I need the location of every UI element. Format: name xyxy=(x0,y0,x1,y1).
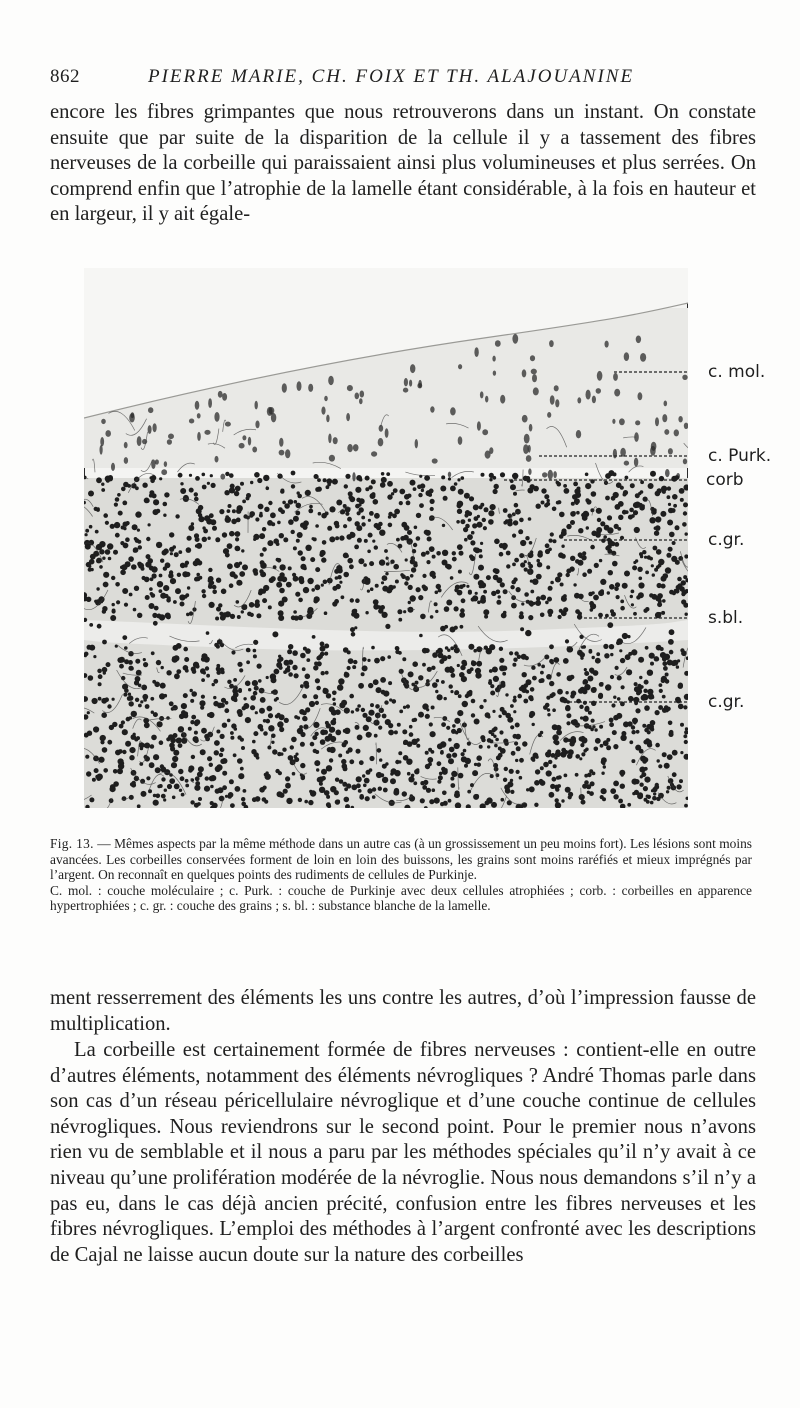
granule-cell xyxy=(304,800,308,804)
granule-cell xyxy=(230,803,235,808)
paragraph-2: ment resserrement des éléments les uns contre les autres, d’où l’impression fausse de multiplication. xyxy=(50,987,756,1035)
granule-cell xyxy=(534,803,538,807)
granule-cell xyxy=(555,802,559,806)
paragraph-1: encore les fibres grimpantes que nous retrouverons dans un instant. On constate ensuite que par suite de la disparition de la cellule il y a tassement des fibres nerveuses de la corbeille qui paraissaient ainsi plus volumineuses et plus serrées. On comprend enfin que l’atrophie de la lamelle étant considérable, à la fois en hauteur et en largeur, il y ait égale- xyxy=(50,101,756,226)
label-c-purk: c. Purk. xyxy=(708,446,772,466)
label-c-gr-1: c.gr. xyxy=(708,530,745,550)
granule-cell xyxy=(153,800,159,806)
caption-text: — Mêmes aspects par la même méthode dans un autre cas (à un grossissement un peu moins fort). Les lésions sont moins avancées. Les corbeilles conservées forment de loin en loin des buissons, les grains sont moins raréfiés et mieux imprégnés par l’argent. On reconnaît en quelques points des rudiments de cellules de Purkinje. xyxy=(50,836,752,882)
label-c-mol: c. mol. xyxy=(708,362,766,382)
paragraph-3: La corbeille est certainement formée de fibres nerveuses : contient-elle en outre d’autres éléments, notamment des éléments névrogliques ? André Thomas parle dans son cas d’un réseau péricellulaire névroglique et d’une couche continue de cellules névrogliques. Nous reviendrons sur le second point. Pour le premier nous n’avons rien vu de semblable et il nous a paru par les méthodes spéciales qu’il n’y avait à ce niveau qu’une prolifération modérée de la névroglie. Nous nous demandons s’il n’y a pas eu, dans le cas déjà ancien précité, confusion entre les fibres nerveuses et les fibres névrogliques. L’emploi des méthodes à l’argent confronté avec les descriptions de Cajal ne laisse aucun doute sur la nature des corbeilles xyxy=(50,1039,756,1266)
label-c-gr-2: c.gr. xyxy=(708,692,745,712)
label-corb: corb xyxy=(706,470,744,490)
granule-cell xyxy=(684,804,688,808)
figure-caption xyxy=(50,836,752,914)
label-s-bl: s.bl. xyxy=(708,608,744,628)
granule-cell xyxy=(440,802,444,806)
granule-cell xyxy=(308,800,313,805)
granule-cell xyxy=(650,801,654,805)
granule-cell xyxy=(335,799,340,804)
granule-cell xyxy=(264,800,268,804)
granule-cell xyxy=(326,802,331,807)
granule-cell xyxy=(627,803,631,807)
running-head: PIERRE MARIE, CH. FOIX ET TH. ALAJOUANINE xyxy=(148,66,635,87)
granule-cell xyxy=(491,802,497,808)
granule-cell xyxy=(190,800,194,804)
figure-number: Fig. 13. xyxy=(50,836,94,851)
granule-cell xyxy=(485,801,490,806)
granule-cell xyxy=(194,803,199,808)
caption-legend: C. mol. : couche moléculaire ; c. Purk. : couche de Purkinje avec deux cellules atrophiées ; corb. : corbeilles en apparence hypertrophiées ; c. gr. : couche des grains ; s. bl. : substance blanche de la lamelle. xyxy=(50,882,752,913)
granule-cell xyxy=(210,801,214,805)
page-number: 862 xyxy=(50,66,80,87)
granule-cell xyxy=(241,802,246,807)
granule-cell xyxy=(581,800,586,805)
